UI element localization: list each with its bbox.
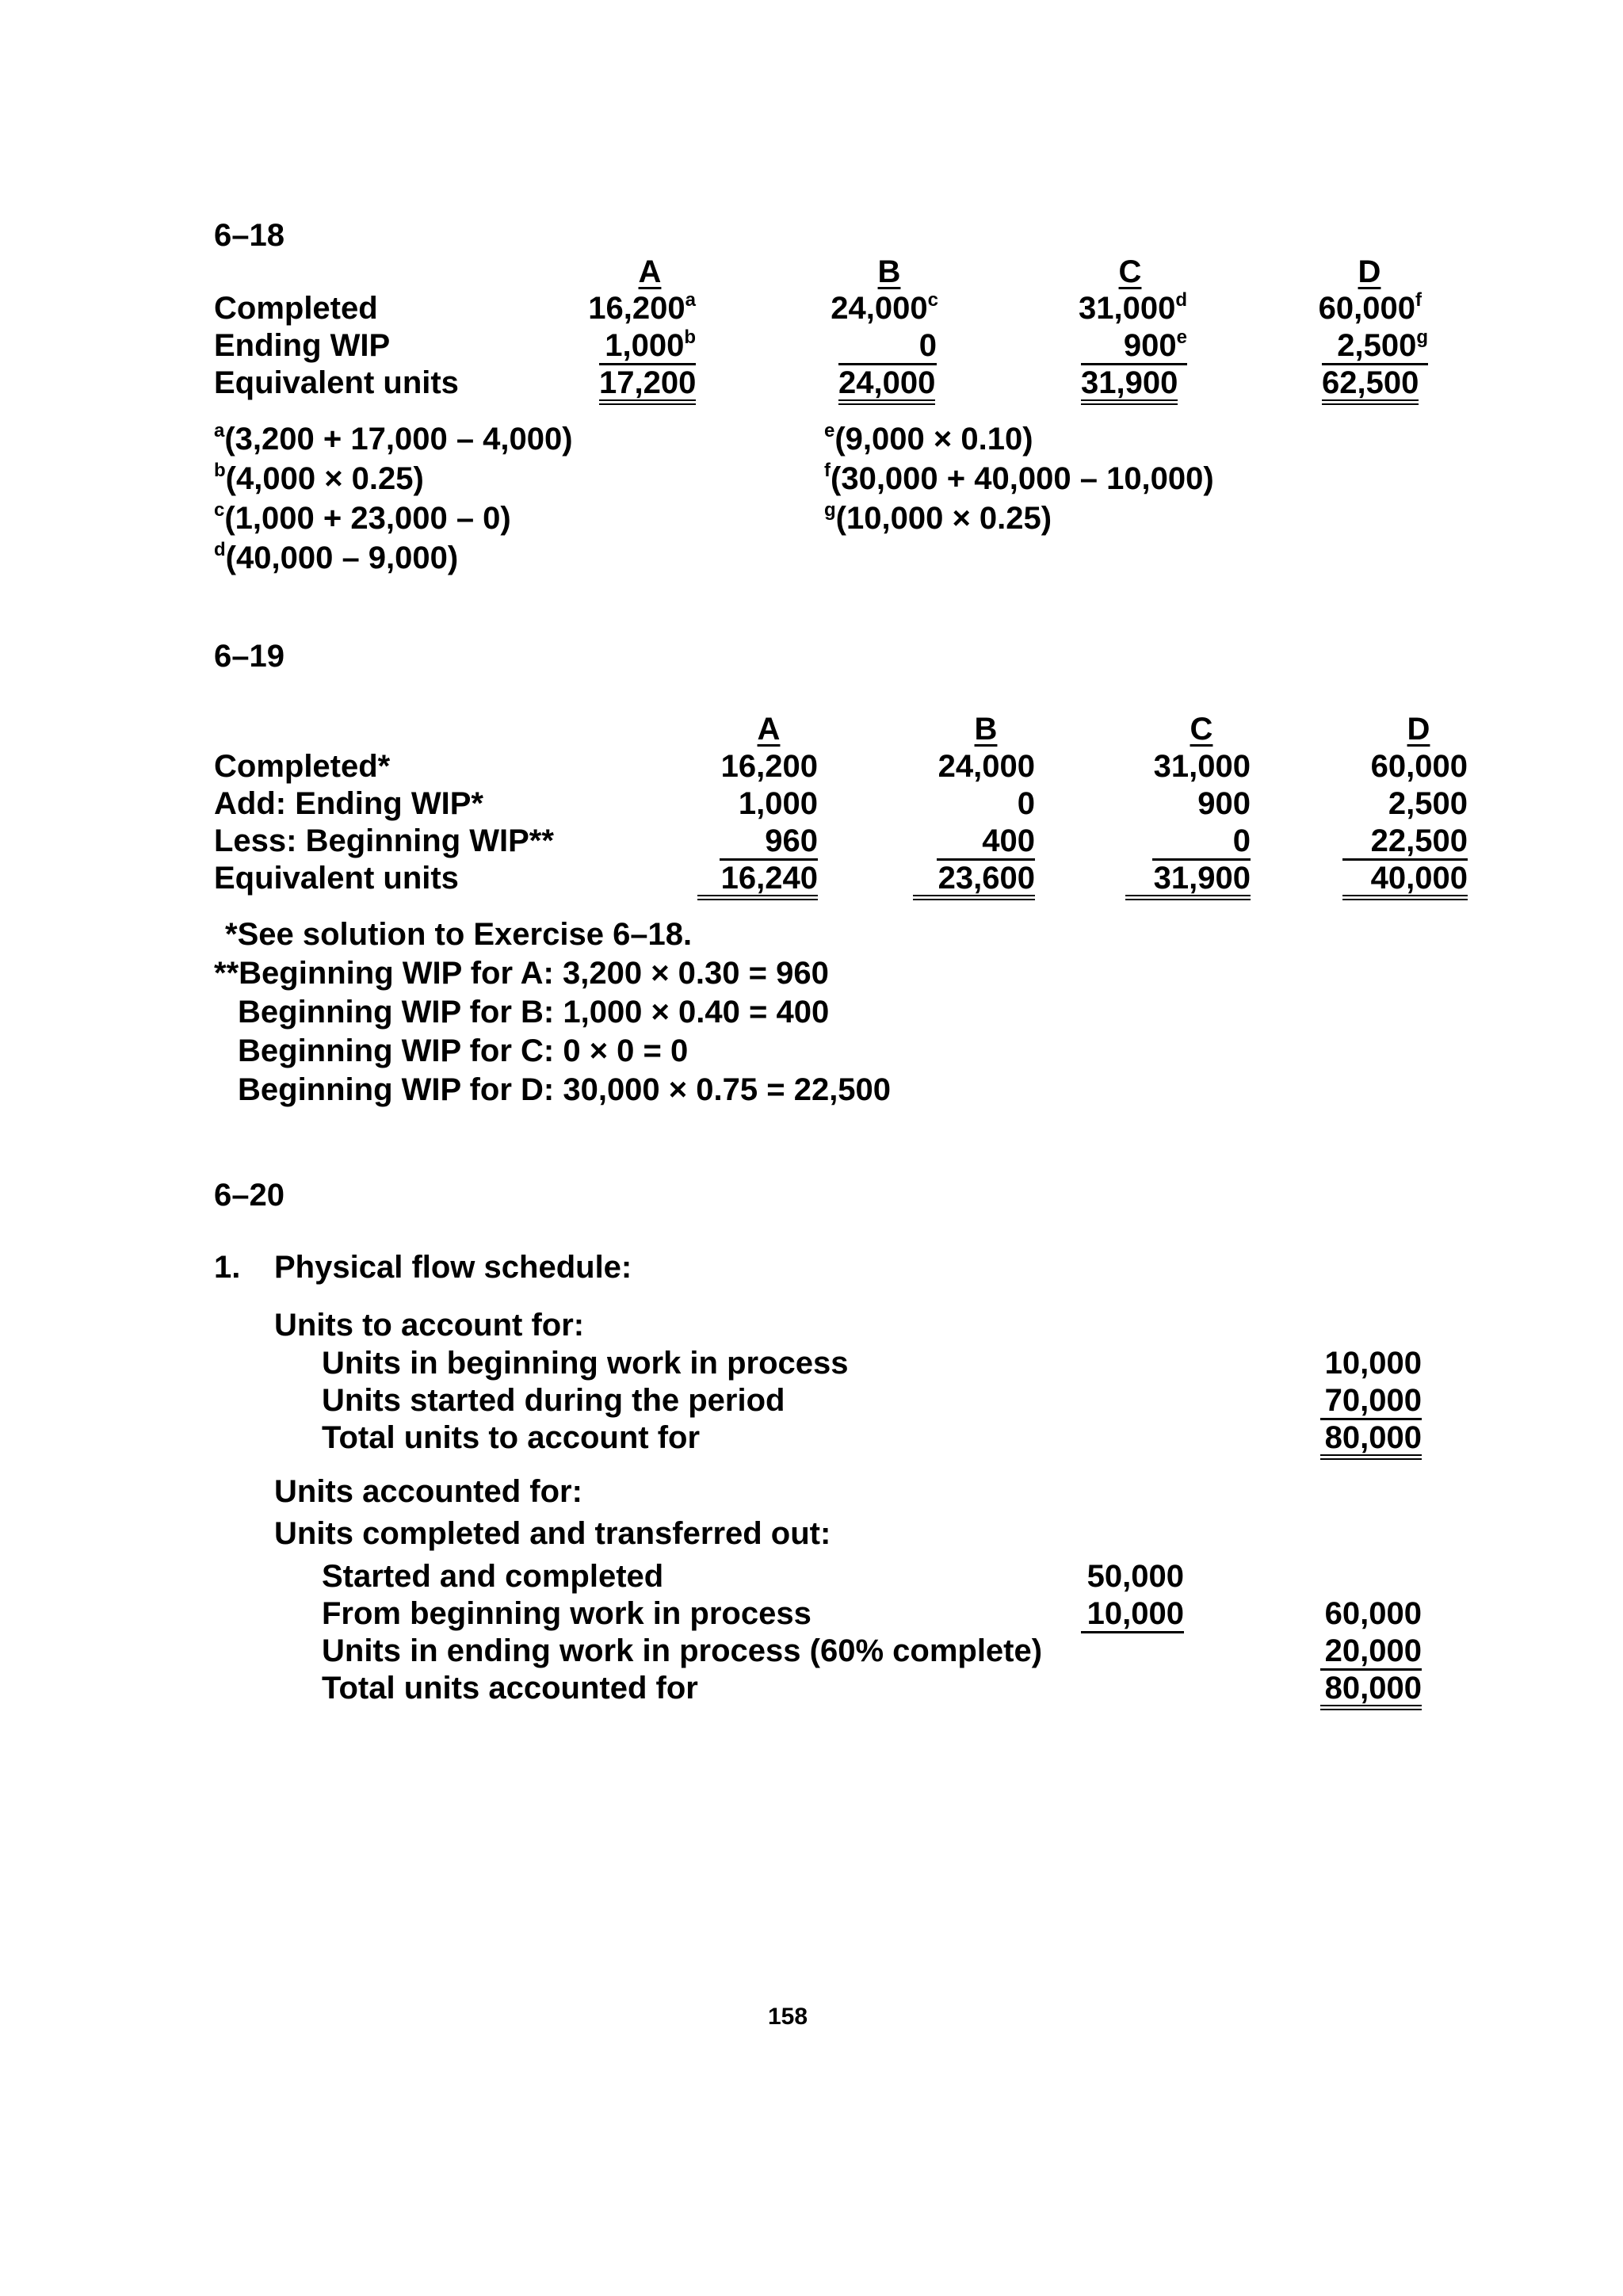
- ex619-c-beginning: 0: [1152, 825, 1251, 861]
- ex618-col-a-header: A: [638, 254, 662, 289]
- ex618-d-completed: 60,000$^f$: [1318, 289, 1422, 326]
- ex618-b-completed: 24,000$^c$: [831, 289, 938, 326]
- ex620-units-beginning-label: Units in beginning work in process: [322, 1346, 849, 1381]
- ex619-row-less-label: Less: Beginning WIP**: [214, 823, 554, 858]
- ex618-note-a: $^a$(3,200 + 17,000 – 4,000): [214, 420, 573, 457]
- ex619-row-add-label: Add: Ending WIP*: [214, 786, 483, 821]
- ex620-item-title: Physical flow schedule:: [274, 1250, 632, 1285]
- ex618-c-ending: 900e: [1081, 330, 1187, 365]
- ex620-ending-wip-value: 20,000: [1320, 1635, 1422, 1671]
- ex618-note-d: $^d$(40,000 – 9,000): [214, 539, 459, 575]
- ex618-row-equiv-label: Equivalent units: [214, 365, 459, 400]
- ex618-a-completed: 16,200$^a$: [588, 289, 696, 326]
- ex618-d-equiv: 62,500: [1322, 367, 1419, 405]
- ex619-d-beginning: 22,500: [1342, 825, 1468, 861]
- ex619-d-equiv: 40,000: [1342, 862, 1468, 900]
- page-number: 158: [767, 2004, 808, 2030]
- ex620-ending-wip-label: Units in ending work in process (60% complete): [322, 1633, 1043, 1668]
- ex619-a-equiv: 16,240: [697, 862, 818, 900]
- ex618-a-ending: 1,000$^b$: [599, 330, 696, 365]
- ex619-col-a-header: A: [757, 712, 781, 747]
- ex619-col-c-header: C: [1190, 712, 1213, 747]
- ex619-note-3: Beginning WIP for B: 1,000 × 0.40 = 400: [238, 995, 830, 1030]
- ex618-col-c-header: C: [1118, 254, 1142, 289]
- ex618-note-c: $^c$(1,000 + 23,000 – 0): [214, 499, 511, 536]
- exercise-6-20-title: 6–20: [214, 1178, 285, 1213]
- ex618-col-d-header: D: [1358, 254, 1381, 289]
- ex619-note-1: *See solution to Exercise 6–18.: [225, 917, 693, 952]
- ex618-col-b-header: B: [877, 254, 901, 289]
- ex619-b-beginning: 400: [937, 825, 1035, 861]
- ex620-total-accounted-value: 80,000: [1320, 1672, 1422, 1710]
- ex618-note-e: $^e$(9,000 × 0.10): [824, 420, 1033, 457]
- ex619-b-completed: 24,000: [938, 749, 1035, 784]
- ex620-from-beginning-label: From beginning work in process: [322, 1596, 812, 1631]
- ex618-row-completed-label: Completed: [214, 291, 378, 326]
- ex619-a-completed: 16,200: [720, 749, 818, 784]
- ex618-b-equiv: 24,000: [838, 367, 935, 405]
- ex620-started-completed-label: Started and completed: [322, 1559, 664, 1594]
- ex619-col-b-header: B: [974, 712, 998, 747]
- exercise-6-19-title: 6–19: [214, 639, 285, 674]
- ex619-note-5: Beginning WIP for D: 30,000 × 0.75 = 22,500: [238, 1072, 892, 1107]
- ex619-c-equiv: 31,900: [1125, 862, 1251, 900]
- ex620-units-started-label: Units started during the period: [322, 1383, 785, 1418]
- ex618-note-g: $^g$(10,000 × 0.25): [824, 499, 1052, 536]
- ex619-c-completed: 31,000: [1153, 749, 1251, 784]
- ex618-note-b: $^b$(4,000 × 0.25): [214, 460, 424, 496]
- ex619-d-completed: 60,000: [1370, 749, 1468, 784]
- ex620-to-account-heading: Units to account for:: [274, 1308, 585, 1343]
- ex618-c-completed: 31,000$^d$: [1078, 289, 1187, 326]
- exercise-6-18-title: 6–18: [214, 218, 285, 253]
- ex618-note-f: $^f$(30,000 + 40,000 – 10,000): [824, 460, 1214, 496]
- ex620-item-number: 1.: [214, 1250, 241, 1285]
- ex620-units-beginning-value: 10,000: [1324, 1346, 1422, 1381]
- ex618-d-ending: 2,500$^g$: [1322, 330, 1428, 365]
- ex619-note-4: Beginning WIP for C: 0 × 0 = 0: [238, 1033, 689, 1068]
- ex620-units-started-value: 70,000: [1320, 1385, 1422, 1420]
- ex619-row-equiv-label: Equivalent units: [214, 861, 459, 896]
- ex619-b-equiv: 23,600: [913, 862, 1035, 900]
- ex619-col-d-header: D: [1407, 712, 1430, 747]
- ex619-b-ending: 0: [1017, 786, 1035, 821]
- ex620-total-to-account-label: Total units to account for: [322, 1420, 701, 1455]
- ex620-started-completed-value: 50,000: [1086, 1559, 1184, 1594]
- ex619-d-ending: 2,500: [1388, 786, 1468, 821]
- ex620-total-to-account-value: 80,000: [1320, 1422, 1422, 1460]
- ex619-note-2: **Beginning WIP for A: 3,200 × 0.30 = 960: [214, 956, 829, 991]
- ex619-c-ending: 900: [1197, 786, 1251, 821]
- ex618-b-ending: 0: [838, 330, 937, 365]
- ex620-completed-total-value: 60,000: [1324, 1596, 1422, 1631]
- ex620-from-beginning-value: 10,000: [1081, 1598, 1184, 1633]
- ex618-a-equiv: 17,200: [599, 367, 696, 405]
- ex620-total-accounted-label: Total units accounted for: [322, 1671, 698, 1706]
- ex620-completed-heading: Units completed and transferred out:: [274, 1516, 831, 1551]
- ex620-accounted-heading: Units accounted for:: [274, 1474, 582, 1509]
- ex618-row-ending-label: Ending WIP: [214, 328, 391, 363]
- ex619-a-ending: 1,000: [738, 786, 818, 821]
- ex619-a-beginning: 960: [720, 825, 818, 861]
- ex619-row-completed-label: Completed*: [214, 749, 391, 784]
- ex618-c-equiv: 31,900: [1081, 367, 1178, 405]
